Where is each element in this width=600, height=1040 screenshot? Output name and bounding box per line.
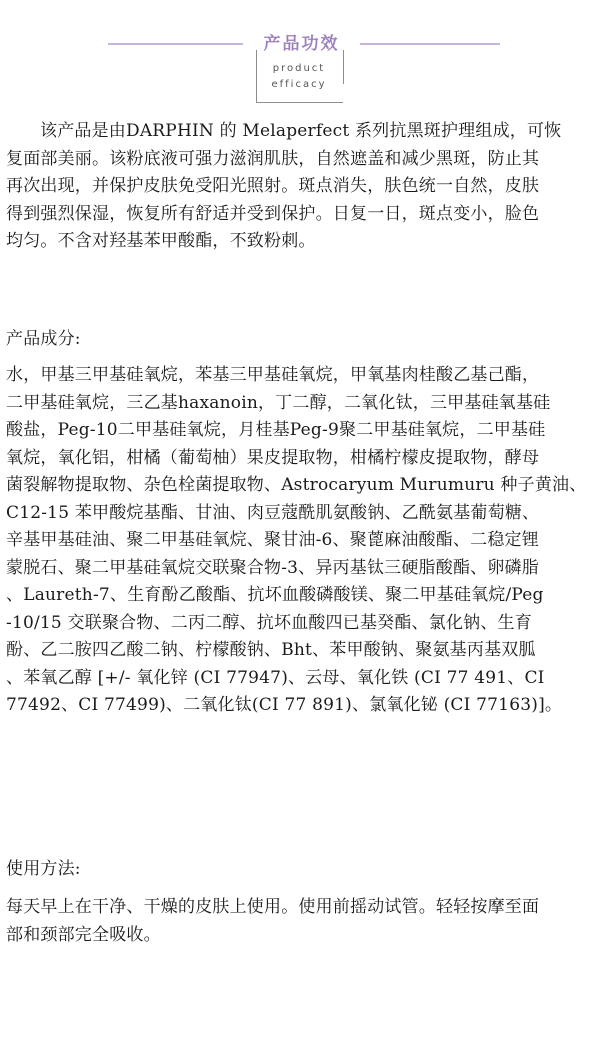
efficacy-line: 均匀。不含对羟基苯甲酸酯，不致粉刺。 [6, 231, 316, 251]
ingredients-line: 辛基甲基硅油、聚二甲基硅氧烷、聚甘油-6、聚蓖麻油酸酯、二稳定锂 [6, 530, 539, 550]
ingredients-line: 蒙脱石、聚二甲基硅氧烷交联聚合物-3、异丙基钛三硬脂酸酯、卵磷脂 [6, 557, 539, 578]
ingredients-line: 水，甲基三甲基硅氧烷，苯基三甲基硅氧烷，甲氧基肉桂酸乙基己酯， [6, 365, 540, 385]
ingredients-line: 、Laureth-7、生育酚乙酸酯、抗坏血酸磷酸镁、聚二甲基硅氧烷/Peg [6, 585, 544, 605]
usage-text [6, 894, 600, 949]
efficacy-line: 该产品是由DARPHIN 的 Melaperfect 系列抗黑斑护理组成，可恢 [40, 121, 562, 141]
ingredients-line: 、苯氧乙醇 [+/- 氧化锌 (CI 77947)、云母、氧化铁 (CI 77 491、CI [6, 667, 545, 688]
usage-line: 每天早上在干净、干燥的皮肤上使用。使用前摇动试管。轻轻按摩至面 [6, 897, 540, 917]
section-subtitle-line2: efficacy [271, 79, 327, 90]
ingredients-line: 酸盐，Peg-10二甲基硅氧烷，月桂基Peg-9聚二甲基硅氧烷，二甲基硅 [6, 420, 546, 440]
header-frame [256, 50, 343, 103]
ingredients-line: 二甲基硅氧烷，三乙基haxanoin，丁二醇，二氧化钛，三甲基硅氧基硅 [6, 392, 551, 413]
header-divider-right [360, 43, 500, 45]
section-title: 产品功效 [263, 34, 340, 54]
ingredients-line: 氧烷，氧化铝，柑橘（葡萄柚）果皮提取物，柑橘柠檬皮提取物，酵母 [6, 447, 540, 468]
section-subtitle-line1: product [272, 63, 326, 74]
ingredients-section [6, 326, 600, 354]
usage-label: 使用方法: [6, 859, 81, 879]
ingredients-line: 77492、CI 77499)、二氧化钛(CI 77 891)、氯氧化铋 (CI 77163)]。 [6, 695, 563, 715]
efficacy-line: 复面部美丽。该粉底液可强力滋润肌肤，自然遮盖和减少黑斑，防止其 [6, 148, 540, 169]
usage-line: 部和颈部完全吸收。 [6, 924, 161, 945]
ingredients-label: 产品成分: [6, 329, 81, 349]
efficacy-line: 再次出现，并保护皮肤免受阳光照射。斑点消失，肤色统一自然，皮肤 [6, 176, 540, 196]
ingredients-line: C12-15 苯甲酸烷基酯、甘油、肉豆蔻酰肌氨酸钠、乙酰氨基葡萄糖、 [6, 502, 540, 523]
ingredients-line: 酚、乙二胺四乙酸二钠、柠檬酸钠、Bht、苯甲酸钠、聚氨基丙基双胍 [6, 640, 536, 660]
header-divider-left [108, 43, 243, 45]
section-header [0, 0, 600, 110]
efficacy-paragraph [6, 118, 600, 256]
ingredients-list [6, 362, 600, 720]
ingredients-line: 菌裂解物提取物、杂色栓菌提取物、Astrocaryum Murumuru 种子黄油、 [6, 475, 587, 495]
ingredients-line: -10/15 交联聚合物、二丙二醇、抗坏血酸四已基癸酯、氯化钠、生育 [6, 612, 532, 633]
usage-section [6, 856, 600, 884]
efficacy-line: 得到强烈保湿，恢复所有舒适并受到保护。日复一日，斑点变小，脸色 [6, 203, 540, 224]
